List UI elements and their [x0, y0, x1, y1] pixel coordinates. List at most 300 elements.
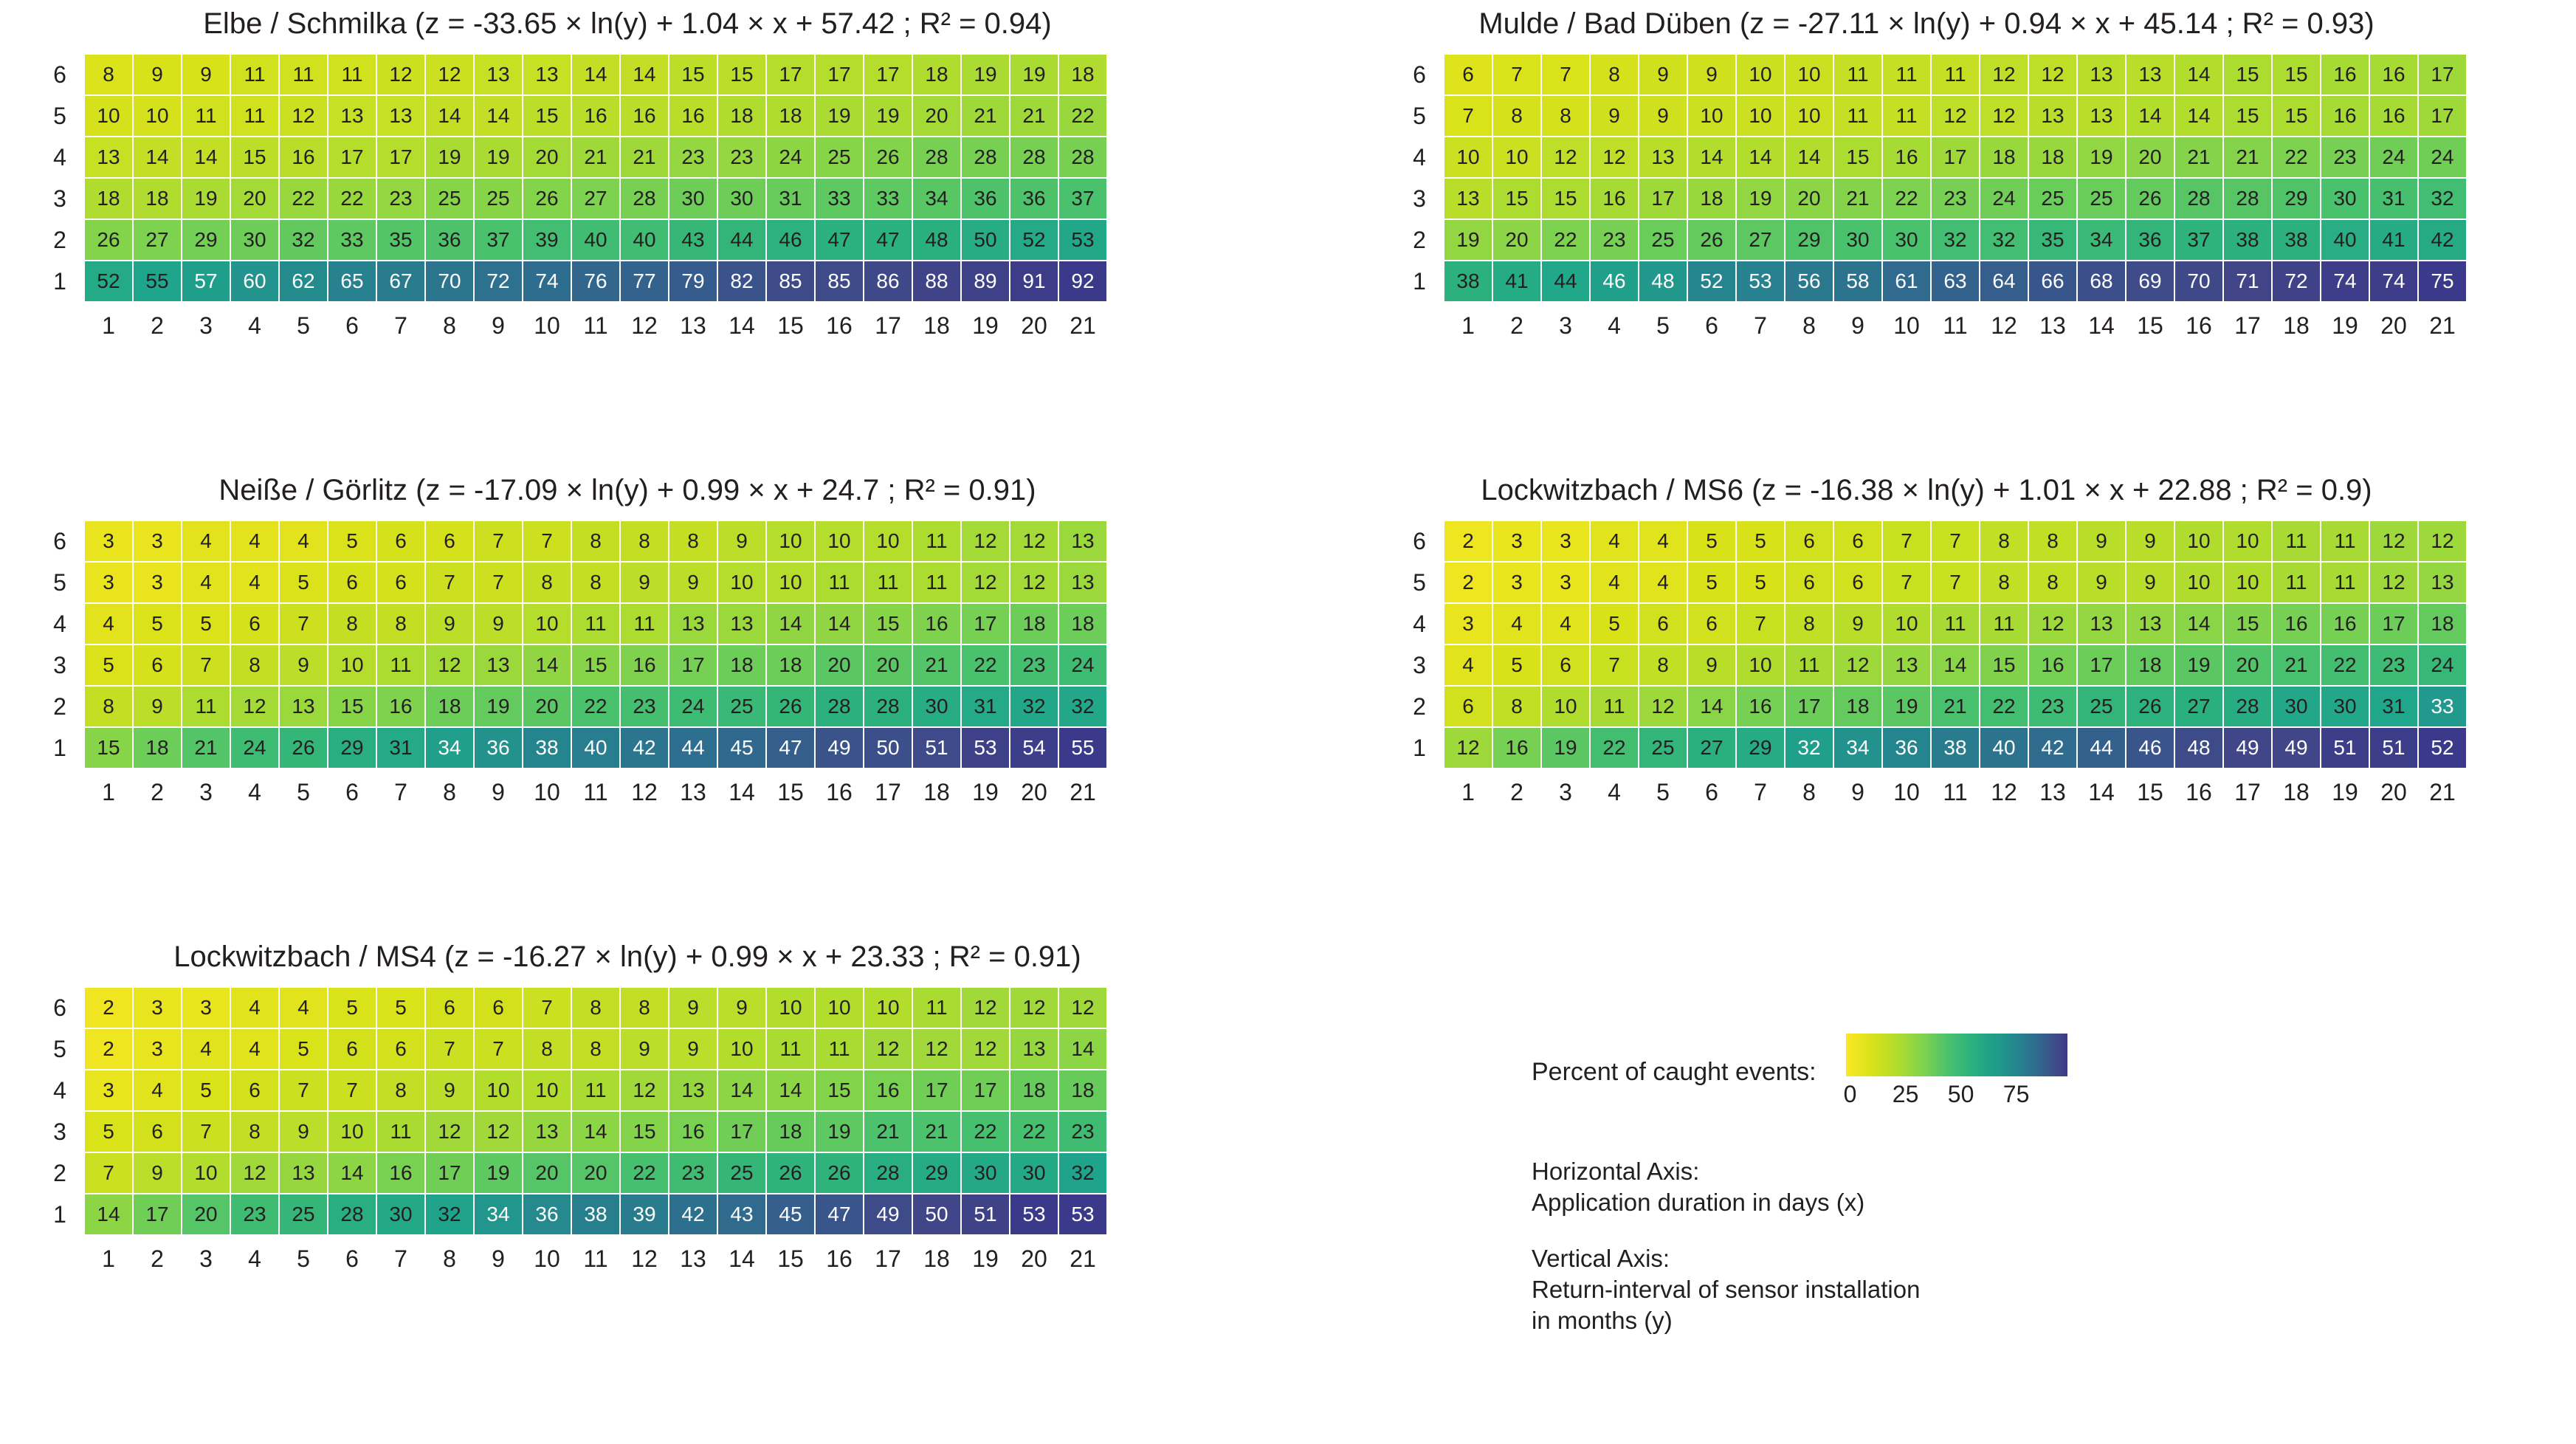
x-axis-labels — [1444, 779, 2554, 806]
heatmap-cell: 14 — [2174, 95, 2223, 137]
heatmap-cell: 53 — [1058, 219, 1107, 261]
heatmap-cell: 8 — [230, 644, 279, 686]
heatmap-cell: 16 — [2028, 644, 2077, 686]
heatmap-cell: 52 — [1010, 219, 1058, 261]
heatmap-cell: 16 — [620, 95, 669, 137]
x-axis-tick: 7 — [394, 1245, 407, 1272]
heatmap-cell: 23 — [717, 137, 766, 178]
heatmap-cell: 11 — [230, 54, 279, 95]
heatmap-cell: 18 — [717, 644, 766, 686]
heatmap-cell: 12 — [1590, 137, 1639, 178]
heatmap-cell: 11 — [1980, 603, 2028, 644]
heatmap-cell: 10 — [766, 562, 815, 603]
heatmap-cell: 8 — [523, 562, 571, 603]
heatmap-cell: 11 — [571, 1070, 620, 1111]
heatmap-cell: 42 — [2028, 727, 2077, 769]
x-axis-tick: 13 — [680, 312, 706, 339]
heatmap-cell: 5 — [1590, 603, 1639, 644]
heatmap-cell: 6 — [1785, 520, 1833, 562]
heatmap-cell: 12 — [230, 686, 279, 727]
heatmap-cell: 3 — [133, 1028, 182, 1070]
heatmap-cell: 23 — [1931, 178, 1980, 219]
legend-title: Percent of caught events: — [1532, 1057, 1816, 1086]
heatmap-cell: 25 — [2077, 178, 2126, 219]
y-axis-tick: 5 — [1413, 569, 1426, 596]
heatmap-cell: 28 — [961, 137, 1010, 178]
heatmap-cell: 11 — [1931, 603, 1980, 644]
heatmap-cell: 23 — [376, 178, 425, 219]
heatmap-cell: 7 — [1444, 95, 1492, 137]
x-axis-tick: 14 — [729, 779, 755, 805]
heatmap-cell: 13 — [1882, 644, 1931, 686]
heatmap-cell: 77 — [620, 261, 669, 302]
heatmap-cell: 53 — [961, 727, 1010, 769]
heatmap-cell: 20 — [523, 686, 571, 727]
heatmap-cell: 9 — [669, 1028, 717, 1070]
x-axis-tick: 16 — [2186, 312, 2212, 339]
y-axis-tick: 5 — [53, 569, 66, 596]
heatmap-cell: 9 — [1833, 603, 1882, 644]
x-axis-tick: 9 — [492, 312, 505, 339]
heatmap-cell: 22 — [2272, 137, 2321, 178]
heatmap-cell: 19 — [474, 686, 523, 727]
y-axis-tick: 1 — [53, 1201, 66, 1228]
heatmap-cell: 62 — [279, 261, 328, 302]
heatmap-cell: 4 — [279, 987, 328, 1028]
heatmap-cell: 10 — [1736, 644, 1785, 686]
heatmap-cell: 26 — [2126, 178, 2174, 219]
heatmap-cell: 9 — [669, 562, 717, 603]
x-axis-tick: 20 — [1021, 1245, 1047, 1272]
heatmap-cell: 7 — [474, 520, 523, 562]
heatmap-cell: 8 — [571, 520, 620, 562]
heatmap-cell: 82 — [717, 261, 766, 302]
heatmap-cell: 12 — [961, 562, 1010, 603]
heatmap-cell: 35 — [376, 219, 425, 261]
heatmap-cell: 64 — [1980, 261, 2028, 302]
heatmap-cell: 18 — [1058, 1070, 1107, 1111]
heatmap-cell: 45 — [717, 727, 766, 769]
heatmap-cell: 10 — [815, 520, 864, 562]
heatmap-cell: 18 — [2418, 603, 2467, 644]
heatmap-cell: 6 — [425, 987, 474, 1028]
heatmap-cell: 32 — [1058, 1152, 1107, 1194]
colorbar-gradient — [1846, 1034, 2067, 1076]
heatmap-cell: 10 — [1736, 95, 1785, 137]
heatmap-cell: 22 — [961, 1111, 1010, 1152]
heatmap-cell: 10 — [1785, 54, 1833, 95]
heatmap-cell: 13 — [328, 95, 376, 137]
heatmap-cell: 12 — [2028, 54, 2077, 95]
heatmap-cell: 13 — [2077, 603, 2126, 644]
heatmap-cell: 16 — [376, 1152, 425, 1194]
heatmap-cell: 21 — [182, 727, 230, 769]
heatmap-cell: 29 — [1736, 727, 1785, 769]
heatmap-cell: 19 — [815, 1111, 864, 1152]
heatmap-cell: 16 — [1590, 178, 1639, 219]
x-axis-tick: 7 — [1754, 312, 1767, 339]
heatmap-cell: 37 — [2174, 219, 2223, 261]
heatmap-cell: 69 — [2126, 261, 2174, 302]
heatmap-cell: 30 — [230, 219, 279, 261]
heatmap-cell: 17 — [2418, 95, 2467, 137]
heatmap-cell: 42 — [669, 1194, 717, 1235]
x-axis-tick: 5 — [297, 1245, 310, 1272]
heatmap-cell: 18 — [1010, 603, 1058, 644]
heatmap-cell: 13 — [279, 1152, 328, 1194]
heatmap-cell: 15 — [815, 1070, 864, 1111]
heatmap-cell: 18 — [717, 95, 766, 137]
heatmap-cell: 6 — [376, 1028, 425, 1070]
x-axis-tick: 15 — [777, 1245, 804, 1272]
heatmap-cell: 13 — [2418, 562, 2467, 603]
heatmap-cell: 26 — [279, 727, 328, 769]
heatmap-cell: 20 — [1492, 219, 1541, 261]
heatmap-cell: 25 — [1639, 219, 1687, 261]
heatmap-cell: 12 — [1444, 727, 1492, 769]
heatmap-cell: 19 — [864, 95, 912, 137]
y-axis-tick: 1 — [53, 735, 66, 761]
x-axis-tick: 10 — [534, 1245, 560, 1272]
x-axis-tick: 1 — [102, 779, 115, 805]
heatmap-cell: 24 — [669, 686, 717, 727]
heatmap-cell: 9 — [425, 1070, 474, 1111]
heatmap-cell: 13 — [84, 137, 133, 178]
heatmap-cell: 10 — [474, 1070, 523, 1111]
x-axis-tick: 19 — [972, 779, 999, 805]
heatmap-cell: 3 — [1444, 603, 1492, 644]
heatmap-cell: 11 — [230, 95, 279, 137]
heatmap-row — [1444, 137, 2467, 178]
x-axis-tick: 8 — [443, 779, 456, 805]
heatmap-cell: 70 — [2174, 261, 2223, 302]
heatmap-cell: 6 — [1833, 562, 1882, 603]
x-axis-tick: 6 — [345, 1245, 359, 1272]
heatmap-cell: 46 — [1590, 261, 1639, 302]
heatmap-row — [1444, 562, 2467, 603]
x-axis-tick: 16 — [826, 1245, 853, 1272]
x-axis-tick: 13 — [680, 1245, 706, 1272]
heatmap-cell: 49 — [2272, 727, 2321, 769]
y-axis-tick: 6 — [1413, 528, 1426, 554]
heatmap-row — [84, 261, 1107, 302]
x-axis-tick: 10 — [534, 312, 560, 339]
heatmap-cell: 8 — [376, 603, 425, 644]
heatmap-cell: 12 — [279, 95, 328, 137]
heatmap-cell: 74 — [2321, 261, 2369, 302]
heatmap-cell: 18 — [2028, 137, 2077, 178]
x-axis-tick: 7 — [1754, 779, 1767, 805]
heatmap-cell: 4 — [230, 520, 279, 562]
heatmap-cell: 20 — [182, 1194, 230, 1235]
heatmap-cell: 6 — [474, 987, 523, 1028]
y-axis-tick: 2 — [1413, 693, 1426, 720]
heatmap-cell: 46 — [2126, 727, 2174, 769]
y-axis-tick: 5 — [1413, 103, 1426, 129]
heatmap-cell: 12 — [961, 987, 1010, 1028]
heatmap-row — [1444, 261, 2467, 302]
x-axis-tick: 9 — [1851, 779, 1864, 805]
heatmap-cell: 14 — [1687, 686, 1736, 727]
heatmap-cell: 12 — [961, 520, 1010, 562]
heatmap-cell: 21 — [912, 1111, 961, 1152]
heatmap-cell: 52 — [2418, 727, 2467, 769]
heatmap-cell: 5 — [1736, 562, 1785, 603]
heatmap-cell: 38 — [1931, 727, 1980, 769]
heatmap-cell: 3 — [84, 1070, 133, 1111]
heatmap-cell: 18 — [1058, 603, 1107, 644]
heatmap-cell: 10 — [766, 520, 815, 562]
heatmap-cell: 11 — [912, 520, 961, 562]
heatmap-cell: 38 — [2272, 219, 2321, 261]
heatmap-cell: 13 — [2126, 54, 2174, 95]
heatmap-grid — [1444, 520, 2467, 769]
heatmap-cell: 4 — [230, 1028, 279, 1070]
heatmap-cell: 24 — [2369, 137, 2418, 178]
heatmap-cell: 14 — [474, 95, 523, 137]
heatmap-cell: 11 — [864, 562, 912, 603]
x-axis-labels — [84, 779, 1233, 806]
heatmap-cell: 43 — [669, 219, 717, 261]
heatmap-cell: 28 — [864, 1152, 912, 1194]
heatmap-cell: 6 — [230, 1070, 279, 1111]
heatmap-cell: 17 — [1785, 686, 1833, 727]
heatmap-cell: 11 — [1833, 54, 1882, 95]
heatmap-cell: 32 — [1931, 219, 1980, 261]
heatmap-cell: 30 — [717, 178, 766, 219]
heatmap-cell: 17 — [766, 54, 815, 95]
heatmap-cell: 16 — [1882, 137, 1931, 178]
x-axis-tick: 5 — [1656, 312, 1670, 339]
x-axis-tick: 16 — [826, 779, 853, 805]
heatmap-cell: 12 — [230, 1152, 279, 1194]
x-axis-labels — [1444, 312, 2554, 340]
colorbar-ticks — [1843, 1081, 2067, 1110]
heatmap-cell: 13 — [376, 95, 425, 137]
heatmap-cell: 6 — [1639, 603, 1687, 644]
heatmap-cell: 41 — [1492, 261, 1541, 302]
heatmap-cell: 23 — [2369, 644, 2418, 686]
x-axis-tick: 8 — [443, 1245, 456, 1272]
colorbar — [1843, 1034, 2067, 1110]
heatmap-cell: 38 — [571, 1194, 620, 1235]
x-axis-tick: 6 — [345, 779, 359, 805]
heatmap-cell: 24 — [2418, 137, 2467, 178]
x-axis-tick: 15 — [777, 312, 804, 339]
heatmap-cell: 67 — [376, 261, 425, 302]
heatmap-cell: 4 — [1541, 603, 1590, 644]
heatmap-cell: 8 — [1980, 562, 2028, 603]
heatmap-cell: 60 — [230, 261, 279, 302]
heatmap-cell: 5 — [84, 1111, 133, 1152]
x-axis-tick: 17 — [2234, 312, 2261, 339]
heatmap-cell: 49 — [2223, 727, 2272, 769]
heatmap-cell: 10 — [523, 1070, 571, 1111]
heatmap-row — [84, 54, 1107, 95]
heatmap-cell: 15 — [669, 54, 717, 95]
heatmap-cell: 40 — [1980, 727, 2028, 769]
x-axis-tick: 9 — [1851, 312, 1864, 339]
heatmap-cell: 15 — [620, 1111, 669, 1152]
heatmap-cell: 22 — [1882, 178, 1931, 219]
heatmap-cell: 10 — [1492, 137, 1541, 178]
x-axis-tick: 3 — [1559, 779, 1572, 805]
heatmap-cell: 8 — [1590, 54, 1639, 95]
heatmap-cell: 10 — [84, 95, 133, 137]
heatmap-cell: 11 — [279, 54, 328, 95]
x-axis-tick: 10 — [1893, 779, 1920, 805]
heatmap-cell: 39 — [523, 219, 571, 261]
heatmap-cell: 21 — [1833, 178, 1882, 219]
heatmap-row — [84, 987, 1107, 1028]
heatmap-cell: 11 — [182, 686, 230, 727]
heatmap-cell: 11 — [1785, 644, 1833, 686]
heatmap-cell: 4 — [230, 562, 279, 603]
y-axis-tick: 4 — [53, 611, 66, 637]
heatmap-cell: 13 — [1639, 137, 1687, 178]
x-axis-tick: 4 — [248, 779, 261, 805]
heatmap-cell: 30 — [961, 1152, 1010, 1194]
heatmap-cell: 21 — [1931, 686, 1980, 727]
heatmap-cell: 4 — [182, 1028, 230, 1070]
heatmap-cell: 14 — [1736, 137, 1785, 178]
heatmap-cell: 10 — [815, 987, 864, 1028]
heatmap-cell: 9 — [279, 1111, 328, 1152]
heatmap-cell: 13 — [1058, 562, 1107, 603]
heatmap-cell: 22 — [1010, 1111, 1058, 1152]
heatmap-cell: 19 — [815, 95, 864, 137]
x-axis-tick: 18 — [2283, 312, 2310, 339]
x-axis-tick: 19 — [972, 1245, 999, 1272]
y-axis-tick: 4 — [1413, 144, 1426, 171]
heatmap-cell: 19 — [1882, 686, 1931, 727]
heatmap-cell: 16 — [376, 686, 425, 727]
heatmap-cell: 37 — [474, 219, 523, 261]
heatmap-cell: 55 — [133, 261, 182, 302]
heatmap-cell: 34 — [425, 727, 474, 769]
heatmap-cell: 23 — [669, 137, 717, 178]
x-axis-tick: 2 — [1510, 312, 1523, 339]
heatmap-cell: 24 — [1980, 178, 2028, 219]
heatmap-cell: 72 — [474, 261, 523, 302]
heatmap-cell: 28 — [328, 1194, 376, 1235]
heatmap-cell: 10 — [1882, 603, 1931, 644]
x-axis-tick: 5 — [297, 779, 310, 805]
heatmap-cell: 11 — [912, 987, 961, 1028]
heatmap-row — [1444, 727, 2467, 769]
heatmap-cell: 16 — [912, 603, 961, 644]
heatmap-cell: 12 — [2369, 520, 2418, 562]
heatmap-cell: 44 — [717, 219, 766, 261]
heatmap-cell: 11 — [376, 644, 425, 686]
heatmap-cell: 26 — [523, 178, 571, 219]
heatmap-cell: 20 — [2126, 137, 2174, 178]
heatmap-cell: 9 — [279, 644, 328, 686]
heatmap-cell: 36 — [961, 178, 1010, 219]
heatmap-3 — [1402, 520, 2554, 769]
x-axis-tick: 13 — [680, 779, 706, 805]
heatmap-cell: 7 — [1931, 562, 1980, 603]
heatmap-cell: 7 — [1736, 603, 1785, 644]
x-axis-tick: 4 — [248, 1245, 261, 1272]
heatmap-cell: 13 — [1010, 1028, 1058, 1070]
heatmap-cell: 4 — [1444, 644, 1492, 686]
heatmap-cell: 30 — [2321, 178, 2369, 219]
heatmap-cell: 6 — [376, 520, 425, 562]
heatmap-cell: 11 — [912, 562, 961, 603]
heatmap-cell: 28 — [1010, 137, 1058, 178]
heatmap-cell: 3 — [1492, 562, 1541, 603]
heatmap-cell: 14 — [182, 137, 230, 178]
heatmap-cell: 19 — [2174, 644, 2223, 686]
heatmap-cell: 15 — [2272, 54, 2321, 95]
heatmap-cell: 19 — [1444, 219, 1492, 261]
heatmap-cell: 30 — [1010, 1152, 1058, 1194]
x-axis-tick: 3 — [199, 779, 213, 805]
heatmap-cell: 43 — [717, 1194, 766, 1235]
x-axis-tick: 11 — [583, 312, 608, 339]
x-axis-tick: 1 — [1461, 312, 1475, 339]
heatmap-cell: 19 — [1736, 178, 1785, 219]
heatmap-cell: 10 — [2174, 520, 2223, 562]
heatmap-row — [84, 644, 1107, 686]
heatmap-cell: 21 — [961, 95, 1010, 137]
heatmap-cell: 15 — [571, 644, 620, 686]
heatmap-cell: 8 — [1492, 686, 1541, 727]
heatmap-cell: 51 — [2321, 727, 2369, 769]
heatmap-cell: 15 — [230, 137, 279, 178]
heatmap-cell: 7 — [328, 1070, 376, 1111]
heatmap-cell: 33 — [328, 219, 376, 261]
heatmap-cell: 17 — [425, 1152, 474, 1194]
heatmap-cell: 4 — [279, 520, 328, 562]
heatmap-cell: 21 — [2272, 644, 2321, 686]
heatmap-cell: 16 — [1736, 686, 1785, 727]
heatmap-row — [84, 178, 1107, 219]
x-axis-tick: 18 — [2283, 779, 2310, 805]
heatmap-cell: 31 — [766, 178, 815, 219]
heatmap-cell: 9 — [717, 987, 766, 1028]
heatmap-cell: 11 — [1882, 54, 1931, 95]
x-axis-tick: 17 — [875, 1245, 901, 1272]
heatmap-cell: 5 — [182, 1070, 230, 1111]
heatmap-cell: 24 — [1058, 644, 1107, 686]
heatmap-cell: 19 — [1541, 727, 1590, 769]
heatmap-cell: 14 — [2174, 603, 2223, 644]
x-axis-tick: 8 — [1802, 312, 1816, 339]
y-axis-tick: 3 — [1413, 652, 1426, 678]
heatmap-cell: 14 — [425, 95, 474, 137]
heatmap-cell: 12 — [425, 644, 474, 686]
heatmap-cell: 28 — [815, 686, 864, 727]
heatmap-cell: 11 — [2272, 562, 2321, 603]
heatmap-cell: 27 — [2174, 686, 2223, 727]
heatmap-cell: 3 — [84, 562, 133, 603]
heatmap-cell: 36 — [474, 727, 523, 769]
heatmap-cell: 34 — [1833, 727, 1882, 769]
heatmap-cell: 8 — [620, 520, 669, 562]
heatmap-row — [84, 1028, 1107, 1070]
heatmap-cell: 14 — [133, 137, 182, 178]
heatmap-cell: 85 — [815, 261, 864, 302]
heatmap-cell: 14 — [571, 1111, 620, 1152]
heatmap-cell: 45 — [766, 1194, 815, 1235]
heatmap-cell: 15 — [864, 603, 912, 644]
heatmap-cell: 18 — [912, 54, 961, 95]
heatmap-cell: 15 — [2223, 603, 2272, 644]
heatmap-cell: 18 — [133, 178, 182, 219]
heatmap-cell: 19 — [1010, 54, 1058, 95]
